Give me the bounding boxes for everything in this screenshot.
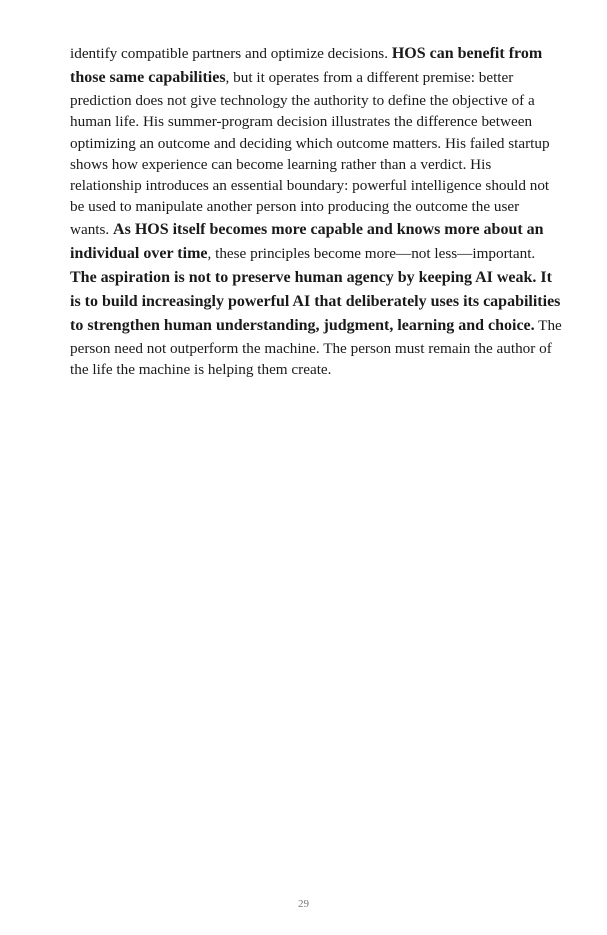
bold-text-segment: HOS can benefit from those same capabilities bbox=[70, 45, 543, 86]
page-number: 29 bbox=[298, 898, 309, 910]
text-segment: The person need not outperform the machine. The person must remain the author of the life the machine is helping them create. bbox=[70, 316, 562, 379]
text-segment: , but it operates from a different premise: better prediction does not give technology the authority to define the objective of a human life. His summer-program decision illustrates the difference between optimizing an outcome and deciding which outcome matters. His failed startup shows how experience can become learning rather than a verdict. His relationship introduces an essential boundary: powerful intelligence should not be used to manipulate another person into producing the outcome the user wants. bbox=[70, 69, 550, 238]
bold-text-segment: The aspiration is not to preserve human agency by keeping AI weak. It is to build increasingly powerful AI that deliberately uses its capabilities to strengthen human understanding, judgment, learning and choice. bbox=[70, 268, 561, 334]
bold-text-segment: As HOS itself becomes more capable and knows more about an individual over time bbox=[70, 220, 544, 262]
text-segment: identify compatible partners and optimize decisions. bbox=[70, 45, 392, 62]
text-segment: , these principles become more—not less—important. bbox=[207, 244, 536, 262]
body-paragraph bbox=[70, 42, 562, 380]
